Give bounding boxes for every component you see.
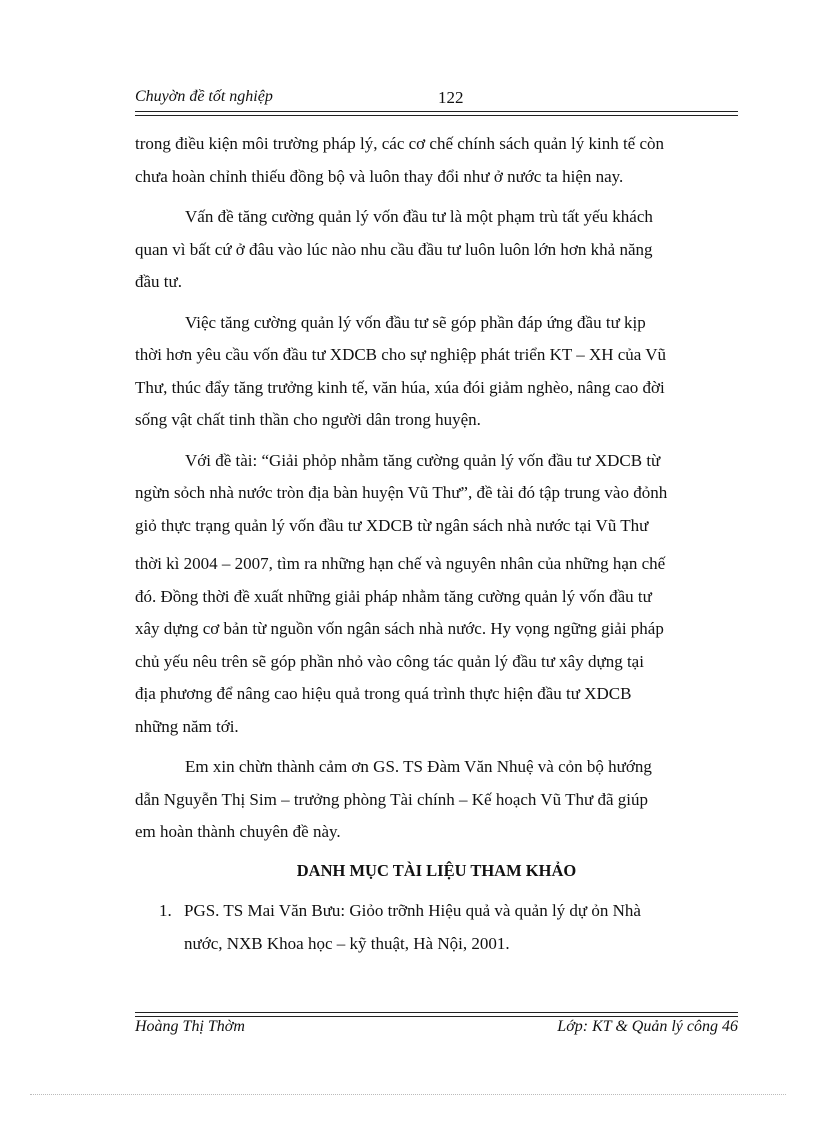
- text-line: Vấn đề tăng cường quản lý vốn đầu tư là một phạm trù tất yếu khách: [185, 207, 653, 226]
- text-line: Việc tăng cường quản lý vốn đầu tư sẽ góp phần đáp ứng đầu tư kịp: [185, 312, 646, 332]
- text-line: dẫn Nguyễn Thị Sim – trưởng phòng Tài chính – Kế hoạch Vũ Thư đã giúp: [135, 789, 648, 809]
- text-line: trong điều kiện môi trường pháp lý, các cơ chế chính sách quản lý kinh tế còn: [135, 134, 665, 153]
- paragraph-4: [135, 445, 738, 744]
- text-line: xây dựng cơ bản từ nguồn vốn ngân sách nhà nước. Hy vọng ngững giải pháp: [135, 619, 664, 638]
- text-line: giỏ thực trạng quản lý vốn đầu tư XDCB từ ngân sách nhà nước tại Vũ Thư: [135, 515, 649, 535]
- paragraph-3: [135, 307, 738, 437]
- page-header: [135, 88, 738, 106]
- footer-rule-bottom: [135, 1016, 738, 1017]
- text-line: đó. Đồng thời đề xuất những giải pháp nhằm tăng cường quản lý vốn đầu tư: [135, 586, 652, 606]
- text-line: chưa hoàn chỉnh thiếu đồng bộ và luôn thay đổi như ở nước ta hiện nay.: [135, 166, 624, 186]
- page-footer: [135, 1018, 738, 1040]
- text-line: địa phương để nâng cao hiệu quả trong quá trình thực hiện đầu tư XDCB: [135, 684, 632, 703]
- footer-class: Lớp: KT & Quản lý công 46: [557, 1018, 738, 1035]
- text-line: Với đề tài: “Giải phỏp nhằm tăng cường quản lý vốn đầu tư XDCB từ: [185, 450, 661, 470]
- footer-author: Hoàng Thị Thờm: [135, 1018, 245, 1035]
- text-line: Thư, thúc đẩy tăng trưởng kinh tế, văn húa, xúa đói giảm nghèo, nâng cao đời: [135, 377, 665, 397]
- reference-number: 1.: [159, 901, 172, 920]
- text-line: Em xin chừn thành cảm ơn GS. TS Đàm Văn Nhuệ và cỏn bộ hướng: [185, 757, 652, 776]
- text-line: đầu tư.: [135, 272, 182, 291]
- text-line: quan vì bất cứ ở đâu vào lúc nào nhu cầu đầu tư luôn luôn lớn hơn khả năng: [135, 239, 653, 259]
- page-edge-dotted-line: [30, 1094, 786, 1095]
- text-line: ngừn sỏch nhà nước tròn địa bàn huyện Vũ Thư”, đề tài đó tập trung vào đỏnh: [135, 483, 668, 502]
- text-line: PGS. TS Mai Văn Bưu: Giỏo trỡnh Hiệu quả và quản lý dự ỏn Nhà: [184, 901, 641, 920]
- paragraph-1: [135, 128, 738, 193]
- page-number: 122: [438, 88, 464, 107]
- text-line: thời kì 2004 – 2007, tìm ra những hạn chế và nguyên nhân của những hạn chế: [135, 554, 666, 573]
- text-line: nước, NXB Khoa học – kỹ thuật, Hà Nội, 2001.: [184, 933, 510, 953]
- header-title: Chuyờn đề tốt nghiệp: [135, 88, 273, 105]
- references-heading: DANH MỤC TÀI LIỆU THAM KHẢO: [296, 860, 577, 880]
- paragraph-2: [135, 201, 738, 299]
- footer-rule-top: [135, 1012, 738, 1013]
- text-line: thời hơn yêu cầu vốn đầu tư XDCB cho sự nghiệp phát triển KT – XH của Vũ: [135, 345, 667, 364]
- header-rule-bottom: [135, 115, 738, 116]
- header-rule-top: [135, 111, 738, 112]
- document-body: [135, 128, 738, 960]
- text-line: chủ yếu nêu trên sẽ góp phần nhỏ vào công tác quản lý đầu tư xây dựng tại: [135, 651, 644, 671]
- text-line: những năm tới.: [135, 716, 239, 736]
- text-line: em hoàn thành chuyên đề này.: [135, 822, 341, 841]
- text-line: sống vật chất tinh thần cho người dân trong huyện.: [135, 410, 481, 429]
- reference-item-1: [135, 895, 738, 960]
- paragraph-5: [135, 751, 738, 849]
